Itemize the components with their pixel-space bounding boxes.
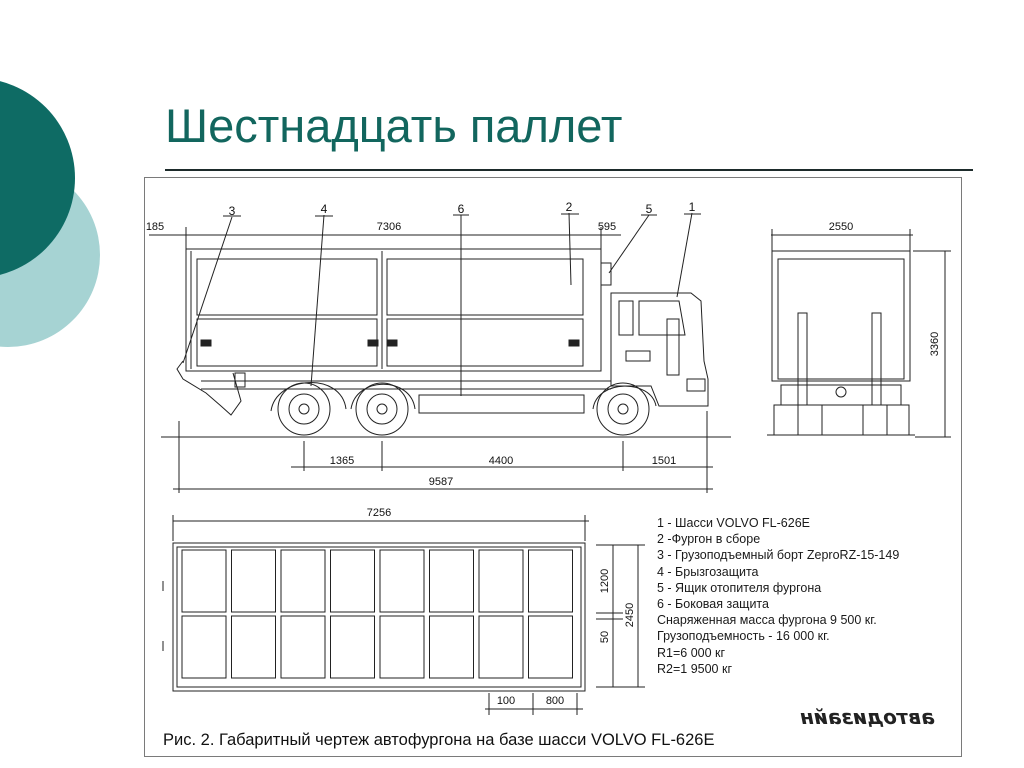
pallet	[232, 550, 276, 612]
pallet	[479, 550, 523, 612]
van-panel	[387, 259, 583, 315]
dim-1200: 1200	[599, 568, 611, 594]
dim-100: 100	[496, 695, 516, 707]
legend-item: 1 - Шасси VOLVO FL-626E	[657, 516, 810, 530]
wheel-front	[597, 383, 649, 435]
callout-1: 1	[688, 200, 696, 214]
dim-800: 800	[545, 695, 565, 707]
callout-3: 3	[228, 204, 236, 218]
dim-185: 185	[145, 221, 165, 233]
dim-595: 595	[597, 221, 617, 233]
avtodizain-logo: автодизайн	[800, 705, 935, 729]
van-latch	[201, 340, 211, 346]
slide-title: Шестнадцать паллет	[165, 99, 623, 152]
legend-item: 2 -Фургон в сборе	[657, 532, 761, 547]
pallet	[430, 550, 474, 612]
pallet-grid	[182, 550, 573, 678]
pallet	[529, 550, 573, 612]
cab-emblem	[626, 351, 650, 361]
cab-window	[619, 301, 633, 335]
legend-item: Грузоподъемность - 16 000 кг.	[657, 629, 830, 644]
rear-wheel	[887, 405, 909, 435]
rear-post	[872, 313, 881, 405]
van-latch	[368, 340, 378, 346]
cab-windshield	[639, 301, 685, 335]
dim-50: 50	[599, 630, 611, 644]
dim-7306: 7306	[376, 221, 402, 233]
dim-7256: 7256	[366, 507, 392, 519]
rear-body	[772, 251, 910, 381]
cab	[611, 293, 708, 406]
legend-item: 5 - Ящик отопителя фургона	[657, 580, 822, 595]
legend-item: 3 - Грузоподъемный борт ZeproRZ-15-149	[657, 548, 900, 563]
rear-post	[798, 313, 807, 405]
dim-1365: 1365	[329, 455, 355, 467]
liftgate	[177, 361, 241, 415]
figure-caption: Рис. 2. Габаритный чертеж автофургона на базе шасси VOLVO FL-626E	[163, 731, 715, 749]
dim-3360: 3360	[929, 331, 941, 357]
pallet	[479, 616, 523, 678]
legend-item: R1=6 000 кг	[657, 645, 726, 660]
van-latch	[387, 340, 397, 346]
callout-2: 2	[565, 200, 573, 214]
van-panel	[387, 319, 583, 366]
pallet	[529, 616, 573, 678]
rear-wheel	[863, 405, 887, 435]
dim-9587: 9587	[428, 476, 454, 488]
callout-4: 4	[320, 202, 328, 216]
rear-wheel	[774, 405, 798, 435]
dim-4400: 4400	[488, 455, 514, 467]
legend-item: 6 - Боковая защита	[657, 597, 769, 612]
callout-6: 6	[457, 202, 465, 216]
side-guard	[419, 395, 584, 413]
pallet	[281, 616, 325, 678]
legend	[657, 515, 899, 677]
callout-5: 5	[645, 202, 653, 216]
dim-2450: 2450	[624, 602, 636, 628]
van-panel	[197, 259, 377, 315]
leader-4	[311, 215, 324, 386]
heater-box	[601, 263, 611, 285]
legend-item: Снаряженная масса фургона 9 500 кг.	[657, 613, 877, 628]
pallet	[430, 616, 474, 678]
wheel-rear-1	[278, 383, 330, 435]
pallet	[232, 616, 276, 678]
rear-wheel	[798, 405, 822, 435]
van-latch	[569, 340, 579, 346]
pallet	[331, 550, 375, 612]
leader-1	[677, 213, 692, 297]
wheel-rear-2	[356, 383, 408, 435]
legend-item: 4 - Брызгозащита	[657, 564, 759, 579]
cab-grille	[687, 379, 705, 391]
pallet	[380, 550, 424, 612]
pallet	[281, 550, 325, 612]
rear-bumper	[781, 385, 901, 405]
pallet	[182, 550, 226, 612]
cab-door	[667, 319, 679, 375]
slide-decoration	[0, 0, 120, 420]
dim-2550: 2550	[828, 221, 854, 233]
van-body	[186, 249, 601, 371]
title-divider	[165, 169, 973, 171]
legend-item: R2=1 9500 кг	[657, 661, 733, 676]
pallet	[182, 616, 226, 678]
pallet	[380, 616, 424, 678]
pallet	[331, 616, 375, 678]
van-panel	[197, 319, 377, 366]
dim-1501: 1501	[651, 455, 677, 467]
